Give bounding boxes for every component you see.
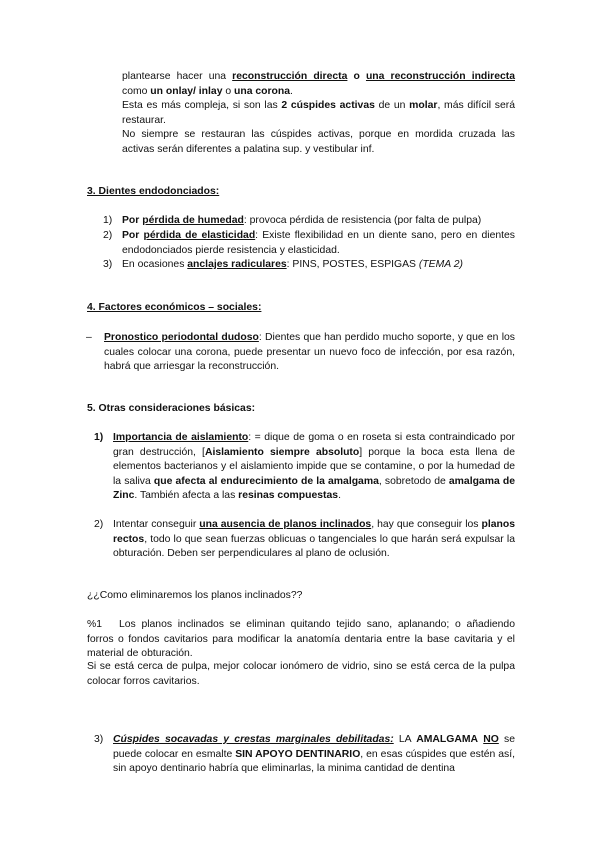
- answer-paragraph-1: Los planos inclinados se eliminan quitando tejido sano, aplanando; o añadiendo forros o fondos cavitarios para modificar la anatomía dentaria entre la base cavitaria y el material de obturación.: [87, 619, 515, 660]
- intro-paragraph-3: No siempre se restauran las cúspides activas, porque en mordida cruzada las activas serán diferentes a palatina sup. y vestibular inf.: [122, 129, 515, 155]
- list-number: 1): [103, 215, 113, 226]
- answer-marker: %1: [87, 619, 103, 630]
- section-5-heading: 5. Otras consideraciones básicas:: [87, 403, 256, 414]
- aislamiento-paragraph: Importancia de aislamiento: = dique de goma o en roseta si esta contraindicado por gran destrucción, [Aislamiento siempre absoluto] porque la boca esta llena de elementos bacterianos y el aislamiento impide que se contamine, o por la humedad de la saliva que afecta al endurecimiento de la amalgama, sobretodo de amalgama de Zinc. También afecta a las resinas compuestas.: [113, 432, 515, 502]
- list-item-elasticidad: Por pérdida de elasticidad: Existe flexibilidad en un diente sano, pero en dientes endodonciados pierde resistencia y elasticidad.: [122, 230, 515, 256]
- intro-paragraph-2: Esta es más compleja, si son las 2 cúspides activas de un molar, más difícil será restaurar.: [122, 100, 515, 126]
- list-number: 2): [103, 230, 113, 241]
- section-4-heading: 4. Factores económicos – sociales:: [87, 302, 262, 313]
- section-3-heading: 3. Dientes endodonciados:: [87, 186, 220, 197]
- answer-paragraph-2: Si se está cerca de pulpa, mejor colocar ionómero de vidrio, sino se está cerca de la pulpa colocar forros cavitarios.: [87, 661, 515, 687]
- intro-paragraph-1: plantearse hacer una reconstrucción directa o una reconstrucción indirecta como un onlay/ inlay o una corona.: [122, 71, 515, 97]
- list-item-humedad: Por pérdida de humedad: provoca pérdida de resistencia (por falta de pulpa): [122, 215, 482, 226]
- list-item-anclajes: En ocasiones anclajes radiculares: PINS, POSTES, ESPIGAS (TEMA 2): [122, 259, 463, 270]
- list-number: 3): [103, 259, 113, 270]
- bullet-dash: –: [86, 332, 92, 343]
- list-number: 3): [94, 734, 104, 745]
- list-number: 1): [94, 432, 104, 443]
- question-line: ¿¿Como eliminaremos los planos inclinados??: [87, 590, 303, 601]
- cuspides-paragraph: Cúspides socavadas y crestas marginales debilitadas: LA AMALGAMA NO se puede colocar en esmalte SIN APOYO DENTINARIO, en esas cúspides que estén así, sin apoyo dentinario habría que eliminarlas, la minima cantidad de dentina: [113, 734, 515, 775]
- list-number: 2): [94, 519, 104, 530]
- periodontal-paragraph: Pronostico periodontal dudoso: Dientes que han perdido mucho soporte, y que en los cuales colocar una corona, puede presentar un nuevo foco de infección, por esa razón, habrá que arriesgar la reconstrucción.: [104, 332, 515, 373]
- planos-paragraph: Intentar conseguir una ausencia de planos inclinados, hay que conseguir los planos rectos, todo lo que sean fuerzas oblicuas o tangenciales lo que harán será expulsar la obturación. Deben ser perpendiculares al plano de oclusión.: [113, 519, 515, 560]
